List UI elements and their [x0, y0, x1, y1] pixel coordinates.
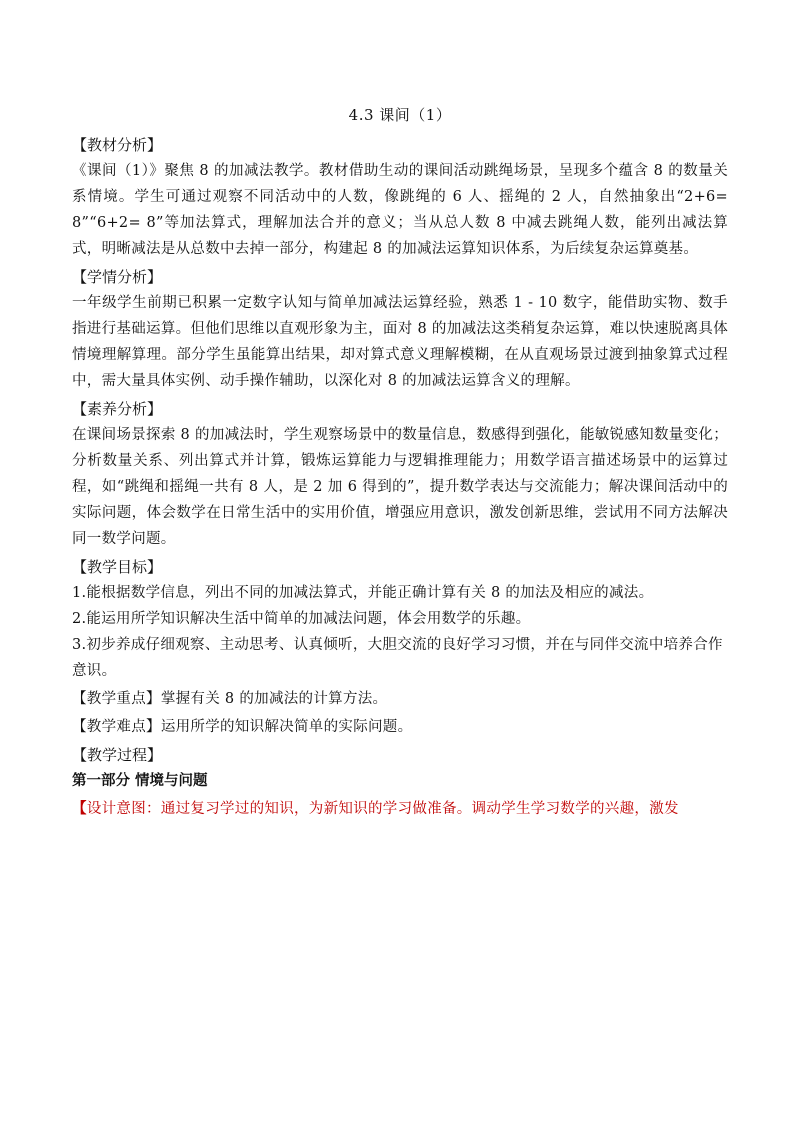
part-one-title: 第一部分 情境与问题: [72, 772, 208, 789]
design-intent-text: 设计意图：通过复习学过的知识，为新知识的学习做准备。调动学生学习数学的兴趣，激发: [86, 801, 679, 817]
student-analysis-text: 一年级学生前期已积累一定数字认知与简单加减法运算经验，熟悉 1 - 10 数字，能借助实物、数手指进行基础运算。但他们思维以直观形象为主，面对 8 的加减法这类稍复杂运算，难以快速脱离具体情境理解算理。部分学生虽能算出结果，却对算式意义理解模糊，在从直观场景过渡到抽象算式过程中，需大量具体实例、动手操作辅助，以深化对 8 的加减法运算含义的理解。: [72, 295, 728, 389]
difficulty-line: [72, 714, 728, 740]
teaching-process-heading: 【教学过程】: [72, 746, 163, 764]
goal-item-1: 1.能根据数学信息，列出不同的加减法算式，并能正确计算有关 8 的加法及相应的减法。: [72, 585, 654, 601]
difficulty-heading: 【教学难点】: [72, 719, 161, 735]
goal-item-3: 3.初步养成仔细观察、主动思考、认真倾听，大胆交流的良好学习习惯，并在与同伴交流中培养合作意识。: [72, 637, 723, 679]
design-intent-bracket: 【: [72, 800, 87, 817]
literacy-analysis-heading: 【素养分析】: [72, 400, 163, 418]
textbook-analysis-text: 《课间（1）》聚焦 8 的加减法教学。教材借助生动的课间活动跳绳场景，呈现多个蕴含 8 的数量关系情境。学生可通过观察不同活动中的人数，像跳绳的 6 人、摇绳的 2 人，自然抽象出“2+6= 8”“6+2= 8”等加法算式，理解加法合并的意义；当从总人数 8 中减去跳绳人数，能列出减法算式，明晰减法是从总数中去掉一部分，构建起 8 的加减法运算知识体系，为后续复杂运算奠基。: [72, 163, 728, 257]
student-analysis-heading: 【学情分析】: [72, 268, 163, 286]
goal-item-2: 2.能运用所学知识解决生活中简单的加减法问题，体会用数学的乐趣。: [72, 611, 531, 627]
design-intent-line: [72, 796, 728, 822]
key-point-heading: 【教学重点】: [72, 691, 161, 707]
lesson-title: 4.3 课间（1）: [348, 106, 452, 124]
difficulty-text: 运用所学的知识解决简单的实际问题。: [160, 719, 413, 735]
key-point-line: [72, 686, 728, 712]
teaching-goals-heading: 【教学目标】: [72, 558, 163, 576]
literacy-analysis-text: 在课间场景探索 8 的加减法时，学生观察场景中的数量信息，数感得到强化，能敏锐感知数量变化；分析数量关系、列出算式并计算，锻炼运算能力与逻辑推理能力；用数学语言描述场景中的运算过程，如“跳绳和摇绳一共有 8 人，是 2 加 6 得到的”，提升数学表达与交流能力；解决课间活动中的实际问题，体会数学在日常生活中的实用价值，增强应用意识，激发创新思维，尝试用不同方法解决同一数学问题。: [72, 427, 728, 547]
key-point-text: 掌握有关 8 的加减法的计算方法。: [160, 691, 388, 707]
textbook-analysis-heading: 【教材分析】: [72, 136, 163, 154]
